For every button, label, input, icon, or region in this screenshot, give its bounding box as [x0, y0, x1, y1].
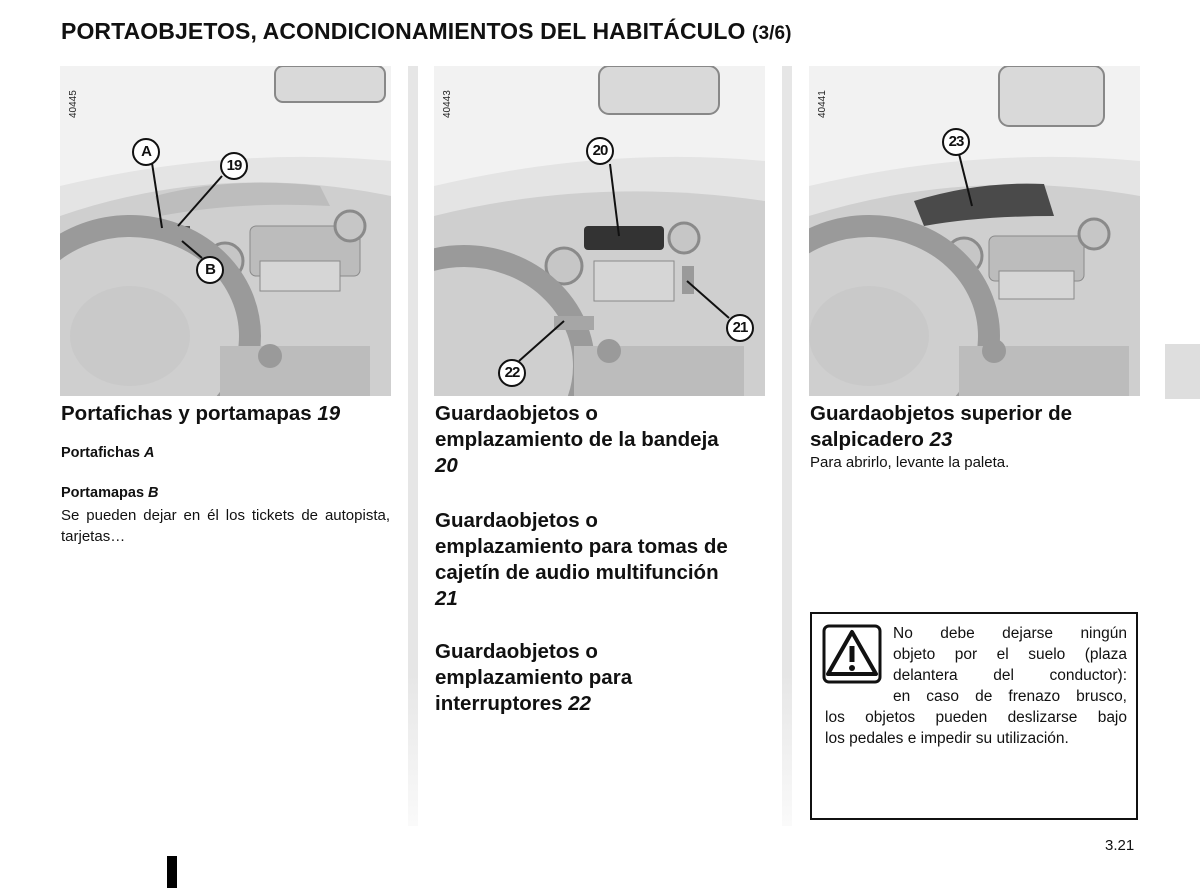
heading-text: Guardaobjetos o emplazamiento de la bandeja	[435, 402, 719, 451]
title-part: (3/6)	[752, 23, 792, 44]
section-description-23: Para abrirlo, levante la paleta.	[810, 454, 1010, 471]
heading-text: Guardaobjetos o emplazamiento para tomas de cajetín de audio multifunción	[435, 509, 728, 584]
warning-box	[810, 612, 1138, 820]
warning-line-1: No debe dejarse ningún	[893, 625, 1127, 642]
warning-line-3: delantera del conductor):	[893, 667, 1127, 684]
image-code: 40441	[817, 90, 828, 118]
item-portamapas	[61, 485, 159, 501]
callout-21: 21	[726, 314, 754, 342]
item-portafichas	[61, 445, 155, 461]
warning-line-4: en caso de frenazo brusco,	[893, 688, 1127, 705]
column-separator	[408, 66, 418, 826]
portamapas-description: Se pueden dejar en él los tickets de autopista, tarjetas…	[61, 507, 390, 545]
section-heading-23	[810, 401, 1140, 453]
heading-text: Guardaobjetos o emplazamiento para interruptores	[435, 640, 633, 715]
image-code: 40445	[68, 90, 79, 118]
heading-text: Portafichas y portamapas	[61, 402, 312, 425]
section-heading	[61, 401, 391, 427]
heading-number: 21	[435, 587, 458, 610]
callout-20: 20	[586, 137, 614, 165]
heading-number: 20	[435, 454, 458, 477]
dashboard-illustration-3	[809, 66, 1140, 396]
item-label: Portafichas	[61, 445, 140, 461]
column-separator	[782, 66, 792, 826]
callout-23: 23	[942, 128, 970, 156]
item-ref: A	[144, 445, 155, 461]
heading-number: 23	[929, 428, 953, 451]
edge-marker	[167, 856, 177, 888]
dashboard-illustration-1	[60, 66, 391, 396]
callout-19: 19	[220, 152, 248, 180]
warning-line-2: objeto por el suelo (plaza	[893, 646, 1127, 663]
page-number: 3.21	[1105, 837, 1135, 854]
callout-22: 22	[498, 359, 526, 387]
heading-number: 22	[568, 692, 592, 715]
callout-B: B	[196, 256, 224, 284]
section-heading-21	[435, 508, 735, 612]
image-code: 40443	[442, 90, 453, 118]
heading-text: Guardaobjetos superior de salpicadero	[810, 402, 1072, 451]
callout-A: A	[132, 138, 160, 166]
section-heading-22	[435, 639, 735, 717]
warning-triangle-icon	[822, 624, 882, 684]
chapter-side-tab	[1165, 344, 1200, 399]
title-text: PORTAOBJETOS, ACONDICIONAMIENTOS DEL HABITÁCULO	[61, 18, 746, 44]
item-label: Portamapas	[61, 485, 145, 501]
page-title	[61, 18, 792, 45]
warning-line-6: los pedales e impedir su utilización.	[825, 730, 1069, 747]
dashboard-illustration-2	[434, 66, 765, 396]
item-ref: B	[148, 485, 159, 501]
warning-line-5: los objetos pueden deslizarse bajo	[825, 709, 1127, 726]
section-heading-20	[435, 401, 735, 479]
heading-number: 19	[317, 402, 341, 425]
